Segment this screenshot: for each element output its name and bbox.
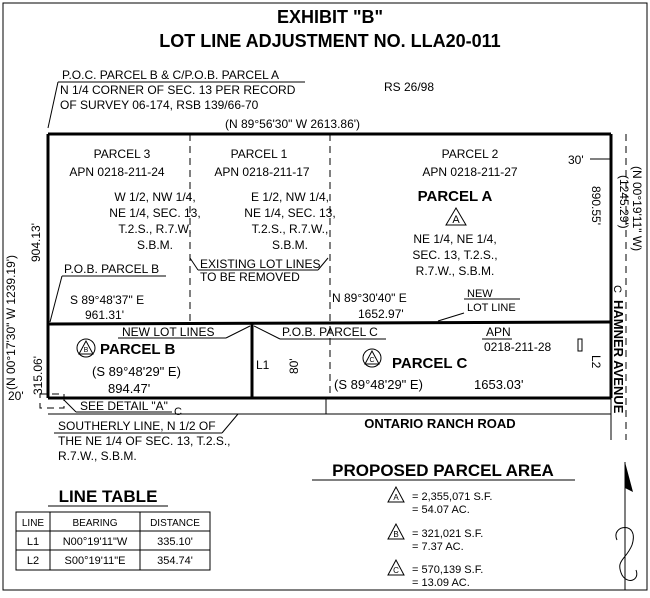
line-table-cell: 335.10' — [157, 536, 193, 548]
poc-note-line2: N 1/4 CORNER OF SEC. 13 PER RECORD — [60, 83, 296, 97]
l2-label: L2 — [589, 355, 603, 369]
parcel-a-desc3: R.7.W., S.B.M. — [415, 264, 495, 278]
southerly-note2: THE NE 1/4 OF SEC. 13, T.2.S., — [58, 434, 231, 448]
east-offset-dim: 30' — [568, 153, 584, 167]
exhibit-label: EXHIBIT "B" — [276, 7, 384, 27]
area-item-a — [388, 487, 492, 516]
parcel-b-bearing: S 89°48'37" E — [70, 293, 145, 307]
parcel2-apn: APN 0218-211-27 — [422, 165, 518, 179]
parcel-b-title: PARCEL B — [100, 341, 176, 358]
area-a-sf: = 2,355,071 S.F. — [412, 491, 493, 503]
poc-note-line1: P.O.C. PARCEL B & C/P.O.B. PARCEL A — [62, 68, 279, 82]
east-record-distance: (1245.29') — [617, 175, 631, 229]
top-bearing: (N 89°56'30" W 2613.86') — [225, 117, 361, 131]
line-table — [16, 512, 210, 570]
west-offset-dim: 20' — [8, 389, 24, 403]
dim-80: 80' — [287, 358, 301, 374]
area-a-marker: A — [393, 493, 399, 502]
new-lot-line-a — [48, 322, 611, 324]
pob-b-leader — [50, 276, 62, 322]
area-a-ac: = 54.07 AC. — [412, 504, 470, 516]
parcel-b-record-distance: 894.47' — [108, 381, 151, 396]
parcel1-name: PARCEL 1 — [230, 147, 288, 161]
north-arrow-icon — [616, 462, 637, 590]
parcel1-desc3: T.2.S., R.7.W., — [251, 222, 329, 236]
apn-28-value: 0218-211-28 — [484, 340, 552, 354]
parcel3-desc4: S.B.M. — [136, 238, 174, 252]
area-c-marker: C — [393, 566, 399, 575]
line-table-title: LINE TABLE — [58, 487, 158, 506]
parcel-b-record-bearing: (S 89°48'29" E) — [92, 364, 181, 379]
parcel1-desc2: NE 1/4, SEC. 13, — [244, 206, 336, 220]
area-item-c — [388, 560, 483, 589]
parcel-b-marker: B — [83, 347, 89, 354]
east-record-bearing: (N 00°19'11" W) — [630, 166, 644, 252]
existing-lines-note2: TO BE REMOVED — [200, 270, 300, 284]
southerly-note3: R.7.W., S.B.M. — [58, 449, 137, 463]
parcel1-desc1: E 1/2, NW 1/4, — [250, 190, 330, 204]
new-lot-line-leader — [438, 313, 464, 321]
parcel-b-distance: 961.31' — [85, 308, 124, 322]
parcel3-name: PARCEL 3 — [93, 147, 151, 161]
ontario-ranch-road-label: ONTARIO RANCH ROAD — [364, 416, 516, 431]
parcel-c-record-bearing: (S 89°48'29" E) — [334, 377, 423, 392]
parcel-a-bearing: N 89°30'40" E — [332, 291, 407, 305]
line-table-cell: 354.74' — [157, 555, 193, 567]
parcel1-apn: APN 0218-211-17 — [214, 165, 310, 179]
apn-28-label: APN — [486, 325, 511, 339]
area-b-marker: B — [393, 530, 399, 539]
see-detail-marker: C — [174, 406, 182, 418]
poc-leader — [48, 82, 58, 128]
area-b-ac: = 7.37 AC. — [412, 541, 464, 553]
area-c-sf: = 570,139 S.F. — [412, 564, 484, 576]
parcel-a-distance: 1652.97' — [358, 307, 404, 321]
l1-label: L1 — [256, 358, 270, 372]
rs-ref: RS 26/98 — [384, 80, 435, 94]
pob-c-leader — [254, 326, 280, 339]
area-item-b — [388, 524, 483, 553]
line-table-cell: N00°19'11"W — [62, 536, 128, 548]
line-table-header-bearing: BEARING — [72, 518, 118, 529]
line-table-cell: L1 — [26, 536, 40, 548]
parcel3-desc3: T.2.S., R.7.W, — [118, 222, 192, 236]
area-c-ac: = 13.09 AC. — [412, 577, 470, 589]
line-table-header-line: LINE — [21, 518, 45, 529]
parcel-a-marker: A — [452, 214, 460, 226]
existing-lines-note1: EXISTING LOT LINES — [200, 257, 321, 271]
southerly-note1: SOUTHERLY LINE, N 1/2 OF — [58, 419, 216, 433]
proposed-area-title: PROPOSED PARCEL AREA — [332, 461, 554, 480]
parcel-a-title: PARCEL A — [417, 188, 493, 205]
line-table-cell: S00°19'11"E — [64, 555, 126, 567]
east-distance: 890.55' — [589, 186, 603, 225]
west-distance-upper: 904.13' — [29, 223, 43, 262]
southerly-leader — [222, 414, 238, 433]
new-lot-line-note2: LOT LINE — [467, 302, 516, 314]
line-table-cell: L2 — [26, 555, 40, 567]
parcel-a-desc1: NE 1/4, NE 1/4, — [413, 232, 497, 246]
new-lot-lines-leader — [226, 326, 250, 338]
poc-note-line3: OF SURVEY 06-174, RSB 139/66-70 — [60, 98, 259, 112]
parcel-a-desc2: SEC. 13, T.2.S., — [412, 248, 498, 262]
parcel-c-marker: C — [369, 357, 375, 364]
new-lot-lines-note: NEW LOT LINES — [122, 325, 215, 339]
parcel3-desc2: NE 1/4, SEC. 13, — [109, 206, 201, 220]
exhibit-title: LOT LINE ADJUSTMENT NO. LLA20-011 — [159, 31, 501, 51]
pob-b-note: P.O.B. PARCEL B — [64, 262, 160, 276]
area-b-sf: = 321,021 S.F. — [412, 528, 484, 540]
see-detail-leader — [64, 400, 76, 412]
existing-lines-leader1 — [190, 258, 198, 270]
west-record-bearing: (N 00°17'30" W 1239.19') — [4, 254, 18, 390]
parcel-c-title: PARCEL C — [392, 355, 468, 372]
parcel3-desc1: W 1/2, NW 1/4, — [114, 190, 196, 204]
apn-28-parcel — [578, 339, 582, 351]
pob-c-note: P.O.B. PARCEL C — [282, 325, 378, 339]
parcel1-desc4: S.B.M. — [271, 238, 309, 252]
detail-a-box — [40, 394, 64, 408]
line-table-header-distance: DISTANCE — [150, 518, 200, 529]
new-lot-line-note1: NEW — [467, 288, 493, 300]
parcel2-name: PARCEL 2 — [441, 147, 499, 161]
west-distance-lower: 315.06' — [31, 356, 45, 395]
hamner-centerline-marker: C — [611, 285, 623, 293]
see-detail-note: SEE DETAIL "A" — [80, 399, 168, 413]
parcel3-apn: APN 0218-211-24 — [69, 165, 165, 179]
hamner-avenue-label: HAMNER AVENUE — [611, 300, 626, 414]
parcel-c-record-distance: 1653.03' — [474, 377, 524, 392]
